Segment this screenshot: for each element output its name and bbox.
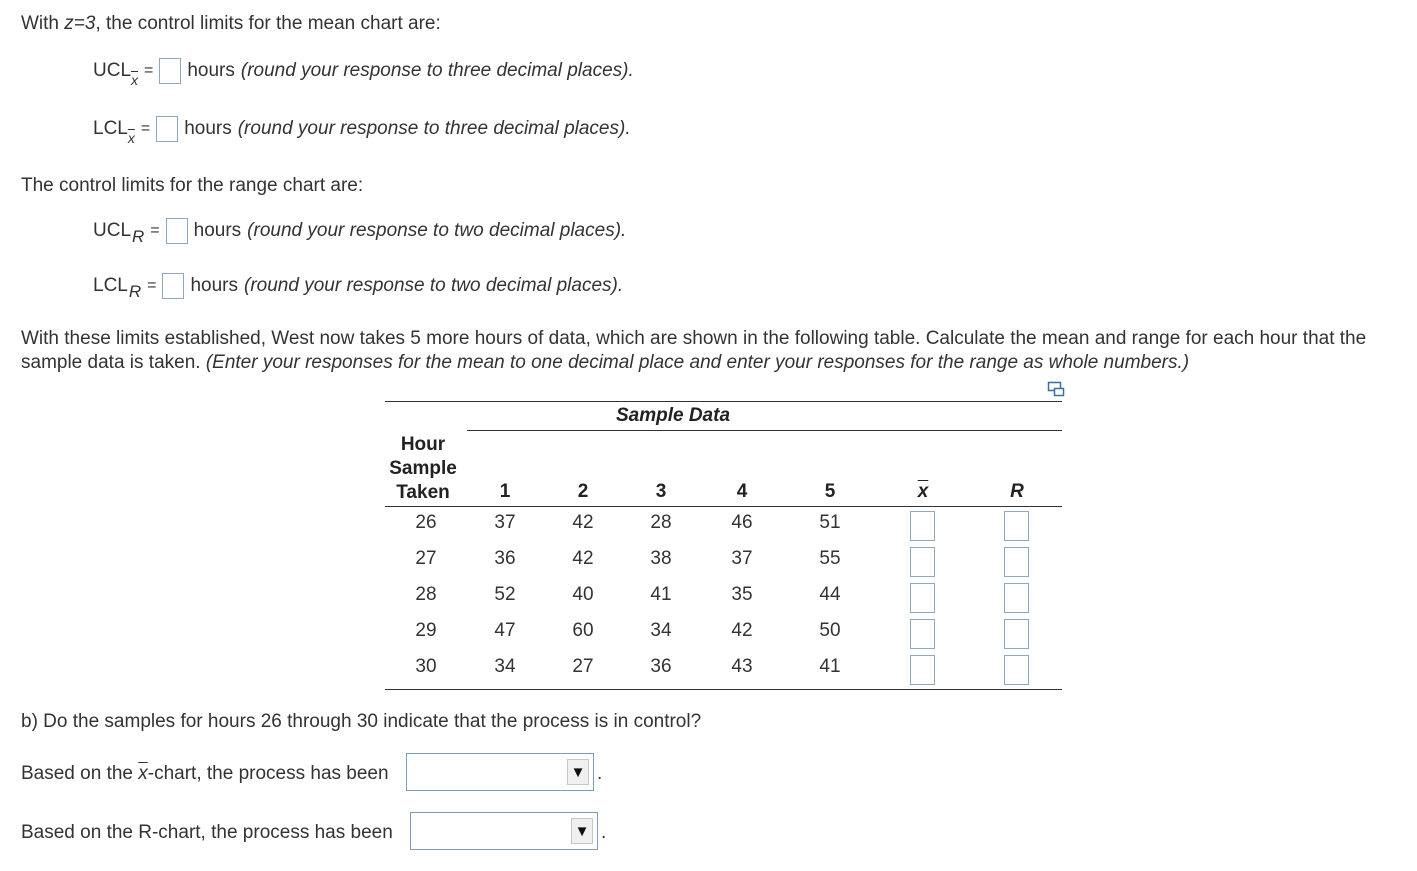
range-input-30[interactable]	[1004, 655, 1029, 685]
value-cell: 40	[572, 584, 594, 605]
rounding-hint: (round your response to three decimal places).	[237, 118, 631, 139]
hour-cell: 27	[415, 548, 437, 569]
unit-label: hours	[193, 220, 242, 241]
xchart-suffix: -chart, the process has been	[147, 763, 389, 784]
ucl-xbar-input[interactable]	[159, 58, 181, 84]
table-top-rule	[385, 401, 1062, 402]
rounding-hint: (round your response to two decimal places).	[247, 220, 627, 241]
value-cell: 60	[572, 620, 594, 641]
rounding-hint: (round your response to two decimal places).	[244, 275, 624, 296]
instructions-hint: (Enter your responses for the mean to one decimal place and enter your responses for the range as whole numbers.)	[205, 352, 1190, 373]
triangle-down-icon[interactable]: ▼	[567, 759, 589, 785]
hour-cell: 30	[415, 656, 437, 677]
rchart-dropdown[interactable]	[410, 812, 598, 850]
value-cell: 44	[819, 584, 841, 605]
unit-label: hours	[187, 60, 235, 81]
intro-suffix: , the control limits for the mean chart are:	[95, 13, 441, 34]
mean-input-28[interactable]	[910, 583, 935, 613]
equals-sign: =	[150, 222, 160, 239]
sample-data-header: Sample Data	[615, 405, 731, 426]
range-input-28[interactable]	[1004, 583, 1029, 613]
triangle-down-icon[interactable]: ▼	[571, 818, 593, 844]
unit-label: hours	[190, 275, 239, 296]
hour-cell: 26	[415, 512, 437, 533]
value-cell: 36	[494, 548, 516, 569]
mean-input-29[interactable]	[910, 619, 935, 649]
value-cell: 36	[650, 656, 672, 677]
range-input-29[interactable]	[1004, 619, 1029, 649]
range-chart-intro: The control limits for the range chart are:	[21, 175, 364, 196]
value-cell: 41	[819, 656, 841, 677]
rchart-question: Based on the R-chart, the process has been	[21, 822, 393, 843]
rounding-hint: (round your response to three decimal places).	[240, 60, 634, 81]
equals-sign: =	[140, 120, 151, 137]
xchart-dropdown[interactable]	[406, 753, 594, 791]
range-input-26[interactable]	[1004, 511, 1029, 541]
value-cell: 42	[572, 512, 594, 533]
intro-prefix: With	[21, 13, 65, 34]
ucl-xbar-label: $UCL_{\overline{x}}$	[93, 60, 139, 88]
value-cell: 42	[572, 548, 594, 569]
r-header: R	[1010, 481, 1024, 502]
header-bottom-rule	[385, 506, 1062, 507]
ucl-r-row	[93, 218, 626, 244]
question-b: b) Do the samples for hours 26 through 30 indicate that the process is in control?	[21, 711, 702, 732]
col-header-3: 3	[655, 481, 667, 502]
equals-sign: =	[147, 277, 157, 294]
value-cell: 34	[494, 656, 516, 677]
col-header-2: 2	[577, 481, 589, 502]
lcl-r-input[interactable]	[162, 273, 184, 299]
lcl-r-row	[93, 273, 623, 299]
hour-cell: 28	[415, 584, 437, 605]
xchart-question	[21, 763, 389, 785]
mean-chart-intro	[21, 13, 441, 35]
value-cell: 28	[650, 512, 672, 533]
hour-cell: 29	[415, 620, 437, 641]
table-bottom-rule	[385, 689, 1062, 690]
range-input-27[interactable]	[1004, 547, 1029, 577]
mean-input-30[interactable]	[910, 655, 935, 685]
value-cell: 37	[494, 512, 516, 533]
table-expand-icon[interactable]	[1047, 381, 1065, 397]
xbar-header: $\overline{x}$	[917, 481, 929, 502]
instructions-text: With these limits established, West now takes 5 more hours of data, which are shown in the following table. Calculate the mean and range for each hour that the sample data is taken.	[21, 328, 1367, 373]
lcl-xbar-row	[93, 116, 631, 146]
xchart-prefix: Based on the	[21, 763, 139, 784]
value-cell: 51	[819, 512, 841, 533]
lcl-r-label: LCLR	[93, 275, 142, 301]
xbar-symbol: $\overline{x}$	[138, 763, 148, 784]
value-cell: 47	[494, 620, 516, 641]
ucl-xbar-row	[93, 58, 634, 88]
ucl-r-label: UCLR	[93, 220, 145, 246]
value-cell: 52	[494, 584, 516, 605]
ucl-r-input[interactable]	[166, 218, 188, 244]
lcl-xbar-label: $LCL_{\overline{x}}$	[93, 118, 135, 146]
value-cell: 27	[572, 656, 594, 677]
value-cell: 41	[650, 584, 672, 605]
value-cell: 37	[731, 548, 753, 569]
group-header-rule	[467, 430, 1062, 431]
period: .	[601, 822, 607, 843]
equals-sign: =	[144, 62, 154, 79]
col-header-4: 4	[736, 481, 748, 502]
value-cell: 46	[731, 512, 753, 533]
value-cell: 55	[819, 548, 841, 569]
period: .	[597, 763, 603, 784]
instructions-paragraph	[21, 327, 1411, 375]
value-cell: 38	[650, 548, 672, 569]
value-cell: 35	[731, 584, 753, 605]
value-cell: 43	[731, 656, 753, 677]
hour-header: Hour Sample Taken	[389, 434, 457, 503]
value-cell: 42	[731, 620, 753, 641]
lcl-xbar-input[interactable]	[156, 116, 178, 142]
value-cell: 50	[819, 620, 841, 641]
mean-input-27[interactable]	[910, 547, 935, 577]
mean-input-26[interactable]	[910, 511, 935, 541]
z-value: z=3	[64, 13, 96, 34]
value-cell: 34	[650, 620, 672, 641]
col-header-5: 5	[824, 481, 836, 502]
unit-label: hours	[184, 118, 232, 139]
col-header-1: 1	[499, 481, 511, 502]
